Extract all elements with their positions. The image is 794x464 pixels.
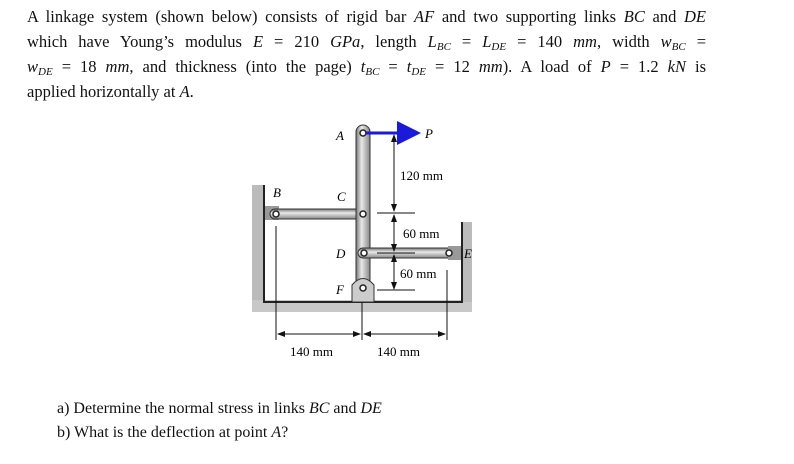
text-fragment: = bbox=[685, 32, 706, 51]
dim-bf-label: 140 mm bbox=[290, 344, 333, 359]
label-f: F bbox=[336, 282, 344, 297]
math-symbol: A bbox=[179, 82, 190, 101]
math-symbol: DE bbox=[684, 7, 706, 26]
text-fragment: . bbox=[189, 82, 194, 101]
text-fragment: = 12 bbox=[426, 57, 479, 76]
label-p: P bbox=[425, 126, 433, 141]
label-e: E bbox=[464, 246, 472, 261]
math-symbol: kN bbox=[667, 57, 686, 76]
text-fragment: A linkage system (shown below) consists of rigid bar bbox=[27, 7, 415, 26]
text-fragment: = bbox=[379, 57, 407, 76]
text-fragment: = 140 bbox=[506, 32, 574, 51]
text-fragment: , and thickness (into the page) bbox=[129, 57, 361, 76]
text-fragment: = bbox=[450, 32, 483, 51]
math-symbol: DE bbox=[360, 400, 382, 417]
math-symbol: t bbox=[406, 57, 412, 76]
text-fragment: ? bbox=[281, 424, 289, 441]
text-fragment: ). A load of bbox=[502, 57, 601, 76]
text-fragment: b) What is the deflection at point bbox=[57, 424, 272, 441]
dim-cd-label: 60 mm bbox=[403, 226, 440, 241]
subscript: DE bbox=[38, 66, 53, 77]
text-fragment: is bbox=[686, 57, 706, 76]
text-fragment: and two supporting links bbox=[434, 7, 624, 26]
math-symbol: BC bbox=[308, 400, 330, 417]
question-item bbox=[57, 424, 288, 442]
dim-df-label: 60 mm bbox=[400, 266, 437, 281]
subscript: DE bbox=[411, 66, 426, 77]
question-item bbox=[57, 400, 382, 418]
math-symbol: AF bbox=[414, 7, 435, 26]
text-fragment: a) Determine the normal stress in links bbox=[57, 400, 309, 417]
math-symbol: w bbox=[27, 57, 39, 76]
text-fragment: which have Young’s modulus bbox=[27, 32, 253, 51]
subscript: BC bbox=[671, 41, 686, 52]
text-fragment: and bbox=[329, 400, 361, 417]
link-bc bbox=[265, 206, 370, 220]
math-symbol: E bbox=[252, 32, 264, 51]
label-d: D bbox=[336, 246, 346, 261]
subscript: DE bbox=[491, 41, 507, 52]
text-fragment: applied horizontally at bbox=[27, 82, 180, 101]
subscript: BC bbox=[365, 66, 380, 77]
math-symbol: A bbox=[271, 424, 282, 441]
math-symbol: GPa bbox=[330, 32, 361, 51]
dim-fe-label: 140 mm bbox=[377, 344, 420, 359]
math-symbol: mm bbox=[105, 57, 130, 76]
subscript: BC bbox=[436, 41, 451, 52]
text-fragment: = 18 bbox=[52, 57, 106, 76]
math-symbol: mm bbox=[478, 57, 503, 76]
text-fragment: = 210 bbox=[263, 32, 331, 51]
label-a: A bbox=[336, 128, 344, 143]
math-symbol: BC bbox=[623, 7, 645, 26]
math-symbol: P bbox=[600, 57, 611, 76]
text-fragment: and bbox=[644, 7, 685, 26]
math-symbol: L bbox=[482, 32, 492, 51]
text-fragment: = 1.2 bbox=[610, 57, 668, 76]
label-c: C bbox=[337, 189, 346, 204]
math-symbol: t bbox=[360, 57, 366, 76]
math-symbol: mm bbox=[573, 32, 597, 51]
text-fragment: , width bbox=[596, 32, 661, 51]
dim-ac-label: 120 mm bbox=[400, 168, 443, 183]
math-symbol: w bbox=[660, 32, 672, 51]
text-fragment: , length bbox=[360, 32, 428, 51]
label-b: B bbox=[273, 185, 281, 200]
math-symbol: L bbox=[427, 32, 437, 51]
